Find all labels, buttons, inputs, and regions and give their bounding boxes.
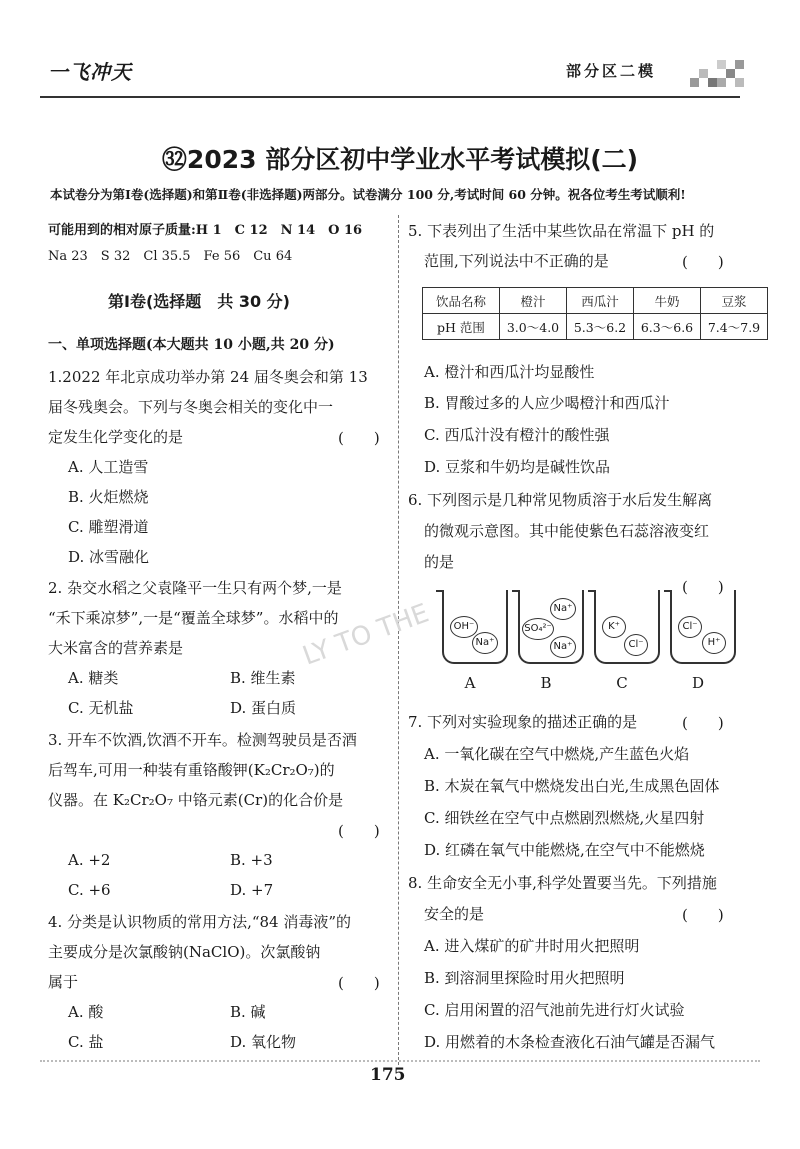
exam-intro: 本试卷分为第Ⅰ卷(选择题)和第Ⅱ卷(非选择题)两部分。试卷满分 100 分,考试时间 60 分钟。祝各位考生考试顺利!: [50, 187, 686, 202]
table-cell: 西瓜汁: [567, 288, 634, 314]
footer-rule: [40, 1060, 760, 1062]
q6-stem-2: 的微观示意图。其中能使紫色石蕊溶液变红: [424, 522, 710, 540]
q3-answer-blank[interactable]: ( ): [338, 822, 380, 840]
q2-option-d[interactable]: D. 蛋白质: [230, 699, 297, 717]
page-number: 175: [370, 1065, 406, 1085]
q3-option-a[interactable]: A. +2: [68, 851, 111, 869]
q2-stem-3: 大米富含的营养素是: [48, 639, 184, 657]
q2-option-c[interactable]: C. 无机盐: [68, 699, 134, 717]
q5-option-a[interactable]: A. 橙汁和西瓜汁均显酸性: [424, 363, 595, 381]
q8-option-c[interactable]: C. 启用闲置的沼气池前先进行灯火试验: [424, 1001, 685, 1019]
q3-stem-3: 仪器。在 K₂Cr₂O₇ 中铬元素(Cr)的化合价是: [48, 791, 344, 809]
section1-heading: 一、单项选择题(本大题共 10 小题,共 20 分): [48, 337, 335, 353]
ion-bubble: K⁺: [602, 616, 626, 638]
column-divider: [398, 215, 399, 1065]
ion-bubble: Cl⁻: [624, 634, 648, 656]
q1-stem-1: 1.2022 年北京成功举办第 24 届冬奥会和第 13: [48, 368, 368, 386]
q7-option-d[interactable]: D. 红磷在氧气中能燃烧,在空气中不能燃烧: [424, 841, 705, 859]
table-cell: 3.0～4.0: [500, 314, 567, 340]
q2-option-a[interactable]: A. 糖类: [68, 669, 119, 687]
q4-option-a[interactable]: A. 酸: [68, 1003, 104, 1021]
q5-option-b[interactable]: B. 胃酸过多的人应少喝橙汁和西瓜汁: [424, 394, 670, 412]
q4-option-c[interactable]: C. 盐: [68, 1033, 104, 1051]
table-cell: 饮品名称: [423, 288, 500, 314]
q8-option-a[interactable]: A. 进入煤矿的矿井时用火把照明: [424, 937, 640, 955]
beaker-b: [518, 590, 584, 664]
atomic-masses-1: 可能用到的相对原子质量:H 1 C 12 N 14 O 16: [48, 223, 363, 238]
ion-bubble: Na⁺: [550, 636, 576, 658]
brand-logo: 一飞冲天: [48, 60, 132, 84]
q7-option-b[interactable]: B. 木炭在氧气中燃烧发出白光,生成黑色固体: [424, 777, 720, 795]
q4-option-d[interactable]: D. 氧化物: [230, 1033, 297, 1051]
table-cell: 橙汁: [500, 288, 567, 314]
table-cell: 7.4～7.9: [701, 314, 768, 340]
table-cell: pH 范围: [423, 314, 500, 340]
q1-stem-2: 届冬残奥会。下列与冬奥会相关的变化中一: [48, 398, 334, 416]
beaker-label-a[interactable]: A: [464, 674, 476, 692]
q5-stem-2: 范围,下列说法中不正确的是: [424, 252, 609, 270]
q1-option-b[interactable]: B. 火炬燃烧: [68, 488, 149, 506]
q1-option-d[interactable]: D. 冰雪融化: [68, 548, 150, 566]
q1-answer-blank[interactable]: ( ): [338, 429, 380, 447]
q2-option-b[interactable]: B. 维生素: [230, 669, 296, 687]
q6-answer-blank[interactable]: ( ): [682, 578, 724, 596]
q7-stem: 7. 下列对实验现象的描述正确的是: [408, 713, 638, 731]
q8-option-d[interactable]: D. 用燃着的木条检查液化石油气罐是否漏气: [424, 1033, 716, 1051]
q1-stem-3: 定发生化学变化的是: [48, 428, 184, 446]
ion-bubble: H⁺: [702, 632, 726, 654]
ion-bubble: Na⁺: [550, 598, 576, 620]
q5-answer-blank[interactable]: ( ): [682, 253, 724, 271]
ion-bubble: SO₄²⁻: [522, 618, 554, 640]
table-cell: 豆浆: [701, 288, 768, 314]
q8-option-b[interactable]: B. 到溶洞里探险时用火把照明: [424, 969, 625, 987]
q4-stem-1: 4. 分类是认识物质的常用方法,“84 消毒液”的: [48, 913, 352, 931]
q4-answer-blank[interactable]: ( ): [338, 974, 380, 992]
beaker-label-d[interactable]: D: [691, 674, 705, 692]
atomic-masses-2: Na 23 S 32 Cl 35.5 Fe 56 Cu 64: [48, 249, 293, 264]
q4-stem-2: 主要成分是次氯酸钠(NaClO)。次氯酸钠: [48, 943, 321, 961]
q7-answer-blank[interactable]: ( ): [682, 714, 724, 732]
beaker-label-c[interactable]: C: [616, 674, 628, 692]
beaker-d: [670, 590, 736, 664]
part1-heading: 第Ⅰ卷(选择题 共 30 分): [108, 292, 290, 311]
q8-stem-2: 安全的是: [424, 905, 485, 923]
watermark: LY TO THE: [298, 598, 433, 672]
q3-option-c[interactable]: C. +6: [68, 881, 111, 899]
q2-stem-2: “禾下乘凉梦”,一是“覆盖全球梦”。水稻中的: [48, 609, 339, 627]
decorative-checker: [690, 60, 746, 96]
q5-stem-1: 5. 下表列出了生活中某些饮品在常温下 pH 的: [408, 222, 715, 240]
ion-bubble: Na⁺: [472, 632, 498, 654]
q2-stem-1: 2. 杂交水稻之父袁隆平一生只有两个梦,一是: [48, 579, 342, 597]
beaker-a: [442, 590, 508, 664]
q5-option-d[interactable]: D. 豆浆和牛奶均是碱性饮品: [424, 458, 611, 476]
q4-option-b[interactable]: B. 碱: [230, 1003, 266, 1021]
ph-table: [422, 287, 768, 340]
q7-option-c[interactable]: C. 细铁丝在空气中点燃剧烈燃烧,火星四射: [424, 809, 705, 827]
q7-option-a[interactable]: A. 一氧化碳在空气中燃烧,产生蓝色火焰: [424, 745, 690, 763]
q4-stem-3: 属于: [48, 973, 79, 991]
table-cell: 牛奶: [634, 288, 701, 314]
table-cell: 5.3～6.2: [567, 314, 634, 340]
beaker-label-b[interactable]: B: [540, 674, 552, 692]
table-cell: 6.3～6.6: [634, 314, 701, 340]
q3-stem-1: 3. 开车不饮酒,饮酒不开车。检测驾驶员是否酒: [48, 731, 357, 749]
q6-stem-3: 的是: [424, 553, 455, 571]
table-row: [423, 288, 768, 314]
q3-stem-2: 后驾车,可用一种装有重铬酸钾(K₂Cr₂O₇)的: [48, 761, 335, 779]
q6-stem-1: 6. 下列图示是几种常见物质溶于水后发生解离: [408, 491, 713, 509]
q1-option-a[interactable]: A. 人工造雪: [68, 458, 149, 476]
ion-bubble: OH⁻: [450, 616, 478, 638]
page-title: ㉜2023 部分区初中学业水平考试模拟(二): [161, 145, 639, 174]
section-label: 部分区二模: [566, 62, 657, 80]
q5-option-c[interactable]: C. 西瓜汁没有橙汁的酸性强: [424, 426, 610, 444]
table-row: [423, 314, 768, 340]
header-rule: [40, 96, 740, 98]
beaker-c: [594, 590, 660, 664]
q1-option-c[interactable]: C. 雕塑滑道: [68, 518, 149, 536]
q8-answer-blank[interactable]: ( ): [682, 906, 724, 924]
q8-stem-1: 8. 生命安全无小事,科学处置要当先。下列措施: [408, 874, 717, 892]
q3-option-b[interactable]: B. +3: [230, 851, 273, 869]
ion-bubble: Cl⁻: [678, 616, 702, 638]
q3-option-d[interactable]: D. +7: [230, 881, 274, 899]
